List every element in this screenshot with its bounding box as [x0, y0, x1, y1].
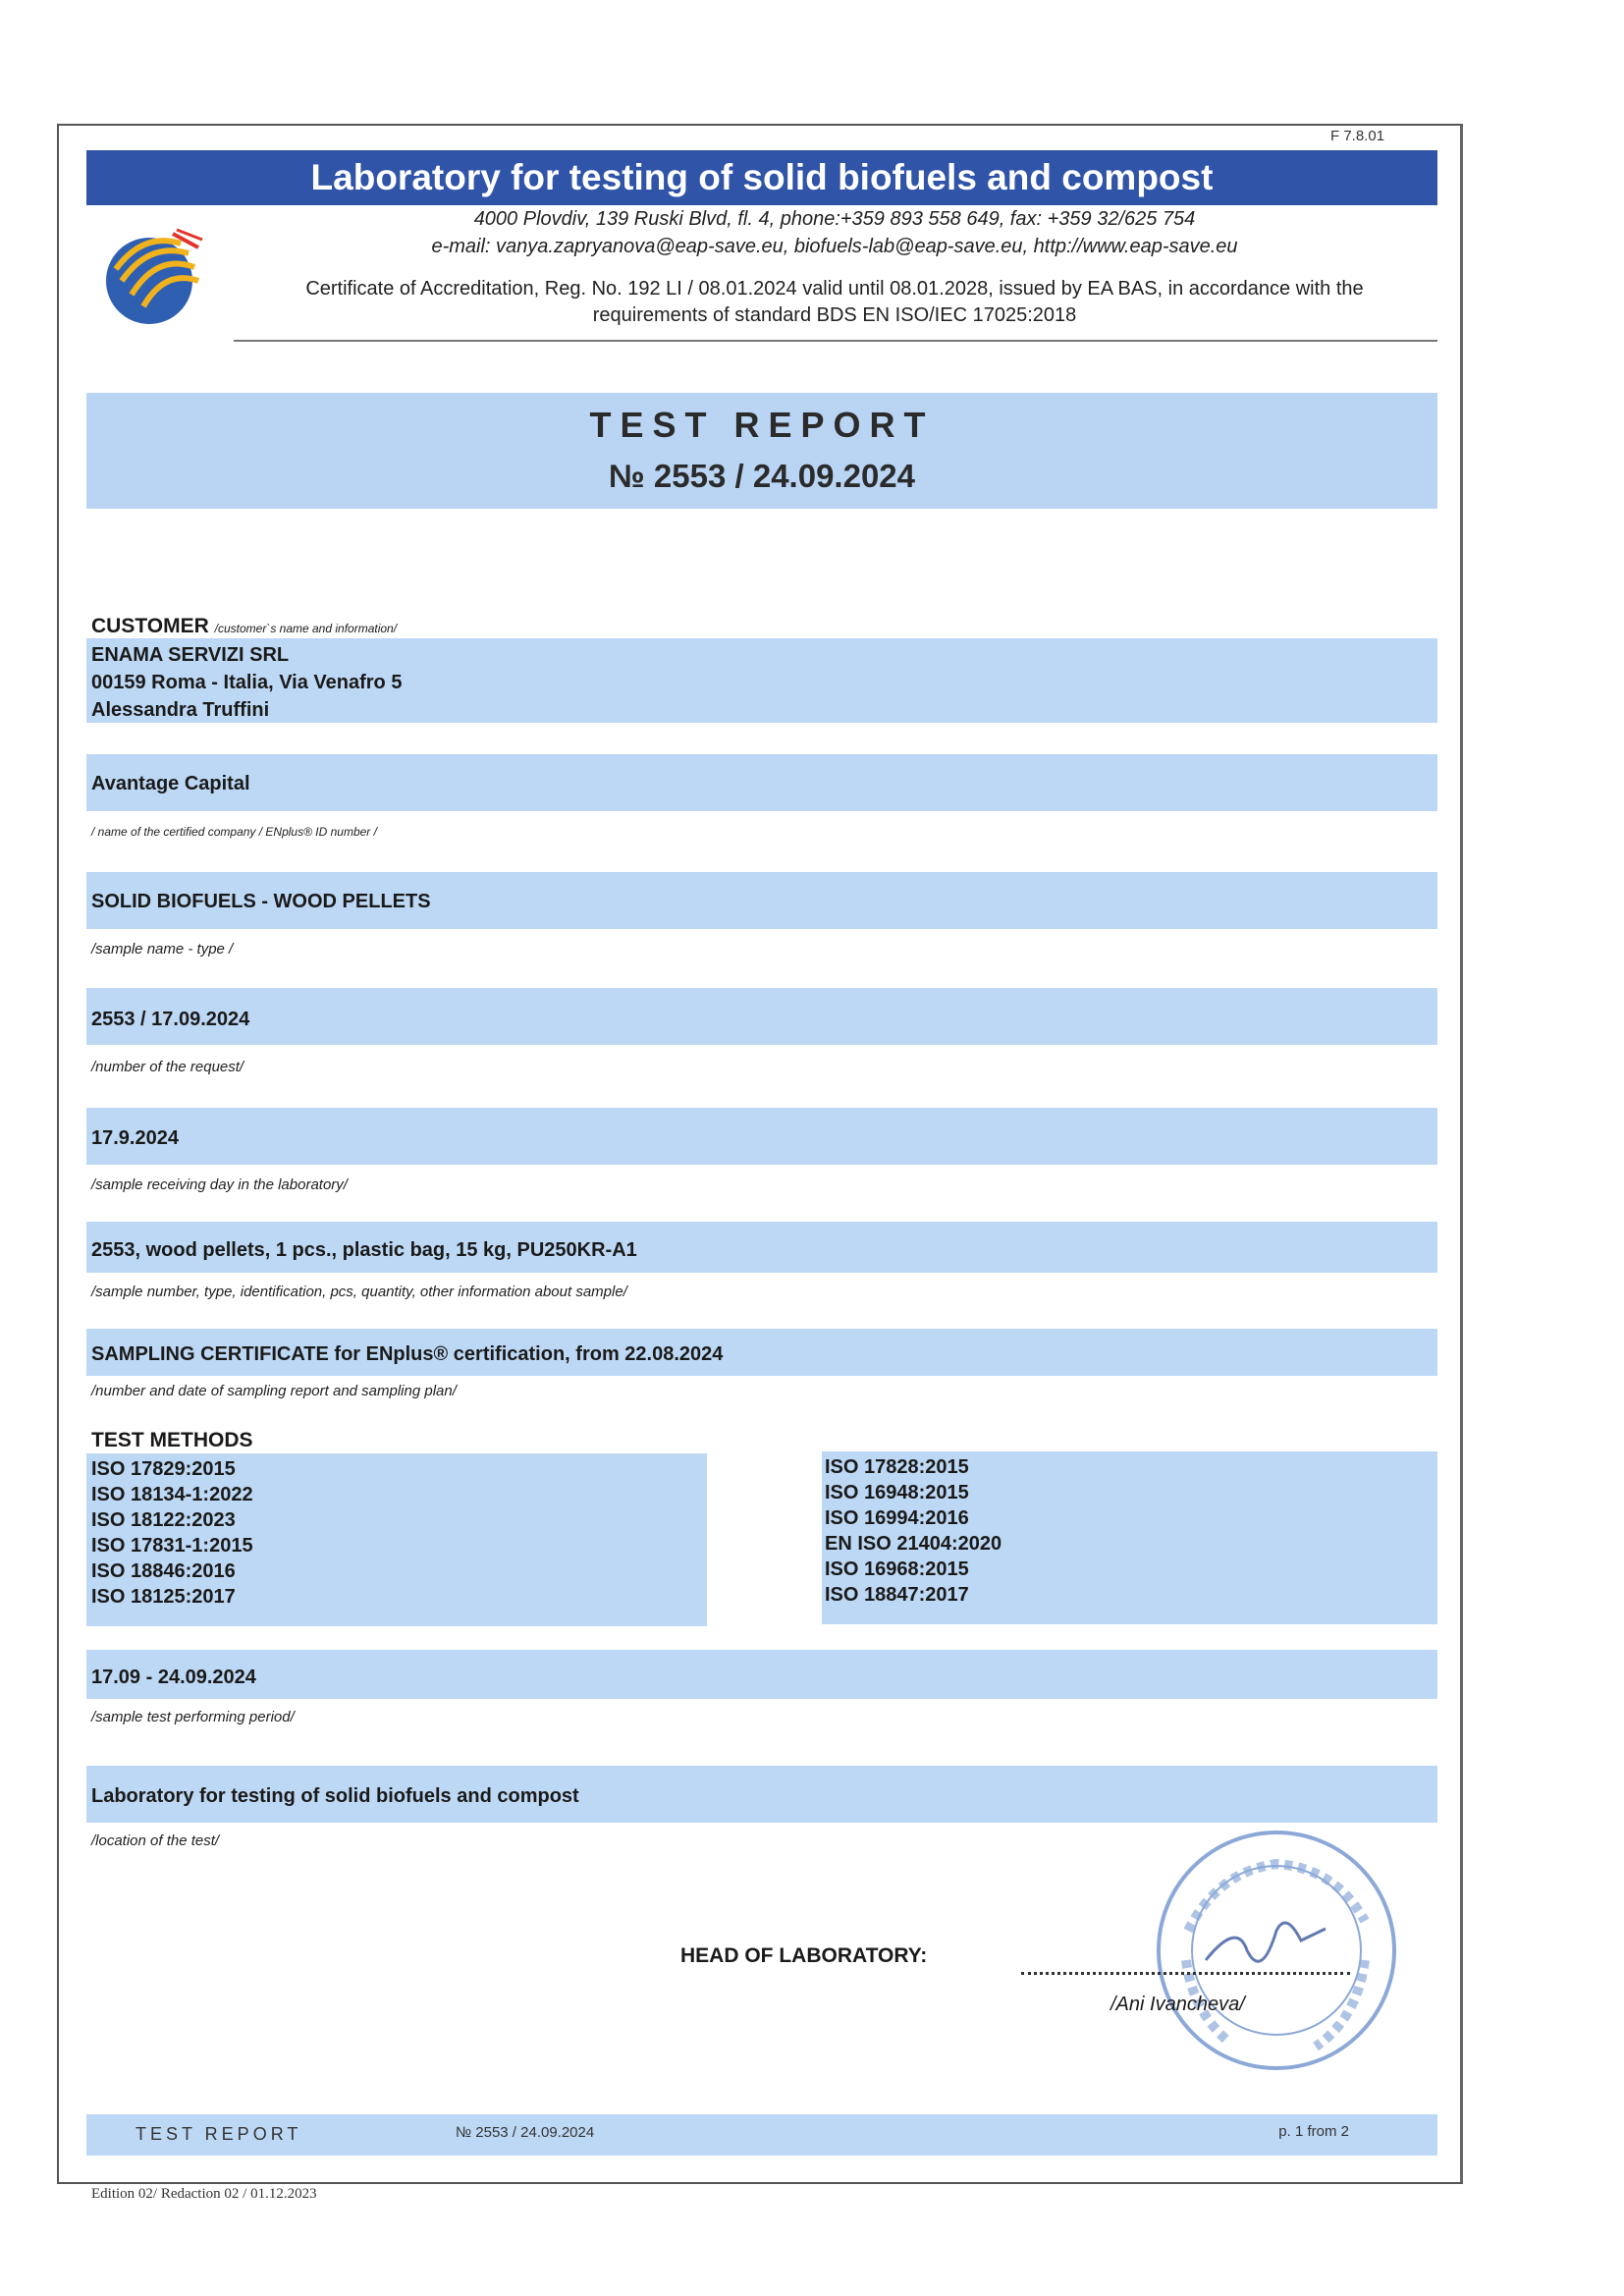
- customer-contact: Alessandra Truffini: [91, 699, 270, 721]
- contact-line: e-mail: vanya.zapryanova@eap-save.eu, biofuels-lab@eap-save.eu, http://www.eap-save.eu: [431, 236, 1238, 257]
- test-methods-heading: TEST METHODS: [91, 1429, 253, 1451]
- field-band: [86, 1108, 1437, 1165]
- signature-line: [1021, 1972, 1350, 1975]
- form-code: F 7.8.01: [1330, 128, 1385, 144]
- sample-details-note: /sample number, type, identification, pcs, quantity, other information about sample/: [91, 1284, 627, 1300]
- laboratory-stamp-icon: [1129, 1813, 1434, 2088]
- method-item: EN ISO 21404:2020: [825, 1533, 1002, 1555]
- method-item: ISO 16968:2015: [825, 1558, 969, 1580]
- test-period-note: /sample test performing period/: [91, 1709, 295, 1725]
- test-location-note: /location of the test/: [91, 1832, 220, 1849]
- test-period: 17.09 - 24.09.2024: [91, 1667, 256, 1688]
- accreditation-line-2: requirements of standard BDS EN ISO/IEC 17025:2018: [592, 304, 1077, 326]
- request-number: 2553 / 17.09.2024: [91, 1009, 250, 1030]
- head-of-laboratory-label: HEAD OF LABORATORY:: [680, 1944, 928, 1967]
- field-band: [86, 1650, 1437, 1699]
- header-divider: [234, 340, 1437, 342]
- certified-company-note: / name of the certified company / ENplus® ID number /: [91, 825, 377, 839]
- sampling-certificate: SAMPLING CERTIFICATE for ENplus® certification, from 22.08.2024: [91, 1343, 724, 1365]
- method-item: ISO 18125:2017: [91, 1586, 236, 1608]
- field-band: [86, 988, 1437, 1045]
- lab-logo-icon: [104, 224, 206, 326]
- customer-heading: [91, 615, 397, 638]
- method-item: ISO 16948:2015: [825, 1482, 969, 1503]
- accreditation-line-1: Certificate of Accreditation, Reg. No. 192 LI / 08.01.2024 valid until 08.01.2028, issued by EA BAS, in accordance with the: [305, 278, 1364, 300]
- certified-company: Avantage Capital: [91, 773, 250, 794]
- customer-heading-note: /customer`s name and information/: [214, 622, 398, 635]
- method-item: ISO 18847:2017: [825, 1584, 969, 1606]
- address-line: 4000 Plovdiv, 139 Ruski Blvd, fl. 4, phone:+359 893 558 649, fax: +359 32/625 754: [473, 208, 1196, 230]
- test-location: Laboratory for testing of solid biofuels and compost: [91, 1785, 579, 1807]
- report-title: TEST REPORT: [589, 405, 935, 445]
- sample-name: SOLID BIOFUELS - WOOD PELLETS: [91, 891, 431, 912]
- footer-title: TEST REPORT: [135, 2124, 302, 2144]
- report-number: № 2553 / 24.09.2024: [608, 458, 916, 494]
- method-item: ISO 18846:2016: [91, 1560, 236, 1582]
- receiving-day-note: /sample receiving day in the laboratory/: [91, 1176, 348, 1193]
- method-list-right: [825, 1454, 1001, 1608]
- footer-report-number: № 2553 / 24.09.2024: [456, 2124, 595, 2141]
- signer-name: /Ani Ivancheva/: [1110, 1994, 1245, 2015]
- customer-name: ENAMA SERVIZI SRL: [91, 644, 290, 666]
- method-item: ISO 17828:2015: [825, 1456, 969, 1478]
- customer-heading-text: CUSTOMER: [91, 615, 209, 637]
- report-title-box: [86, 393, 1437, 509]
- accreditation: [245, 276, 1424, 329]
- edition-info: Edition 02/ Redaction 02 / 01.12.2023: [91, 2186, 317, 2202]
- sample-details: 2553, wood pellets, 1 pcs., plastic bag, 15 kg, PU250KR-A1: [91, 1239, 637, 1261]
- footer-band: [86, 2114, 1437, 2156]
- field-band: [86, 754, 1437, 811]
- test-methods-right: [822, 1451, 1437, 1624]
- method-item: ISO 18134-1:2022: [91, 1484, 253, 1505]
- lab-title-bar: Laboratory for testing of solid biofuels and compost: [86, 150, 1437, 205]
- method-list-left: [91, 1456, 253, 1610]
- sample-name-note: /sample name - type /: [91, 941, 234, 957]
- request-number-note: /number of the request/: [91, 1059, 244, 1075]
- sampling-certificate-note: /number and date of sampling report and sampling plan/: [91, 1383, 457, 1399]
- method-item: ISO 18122:2023: [91, 1509, 236, 1531]
- test-methods-left: [86, 1453, 707, 1626]
- receiving-day: 17.9.2024: [91, 1127, 179, 1149]
- method-item: ISO 17831-1:2015: [91, 1535, 253, 1557]
- customer-address: 00159 Roma - Italia, Via Venafro 5: [91, 672, 403, 693]
- page-number: p. 1 from 2: [1278, 2123, 1349, 2140]
- method-item: ISO 16994:2016: [825, 1507, 969, 1529]
- method-item: ISO 17829:2015: [91, 1458, 236, 1480]
